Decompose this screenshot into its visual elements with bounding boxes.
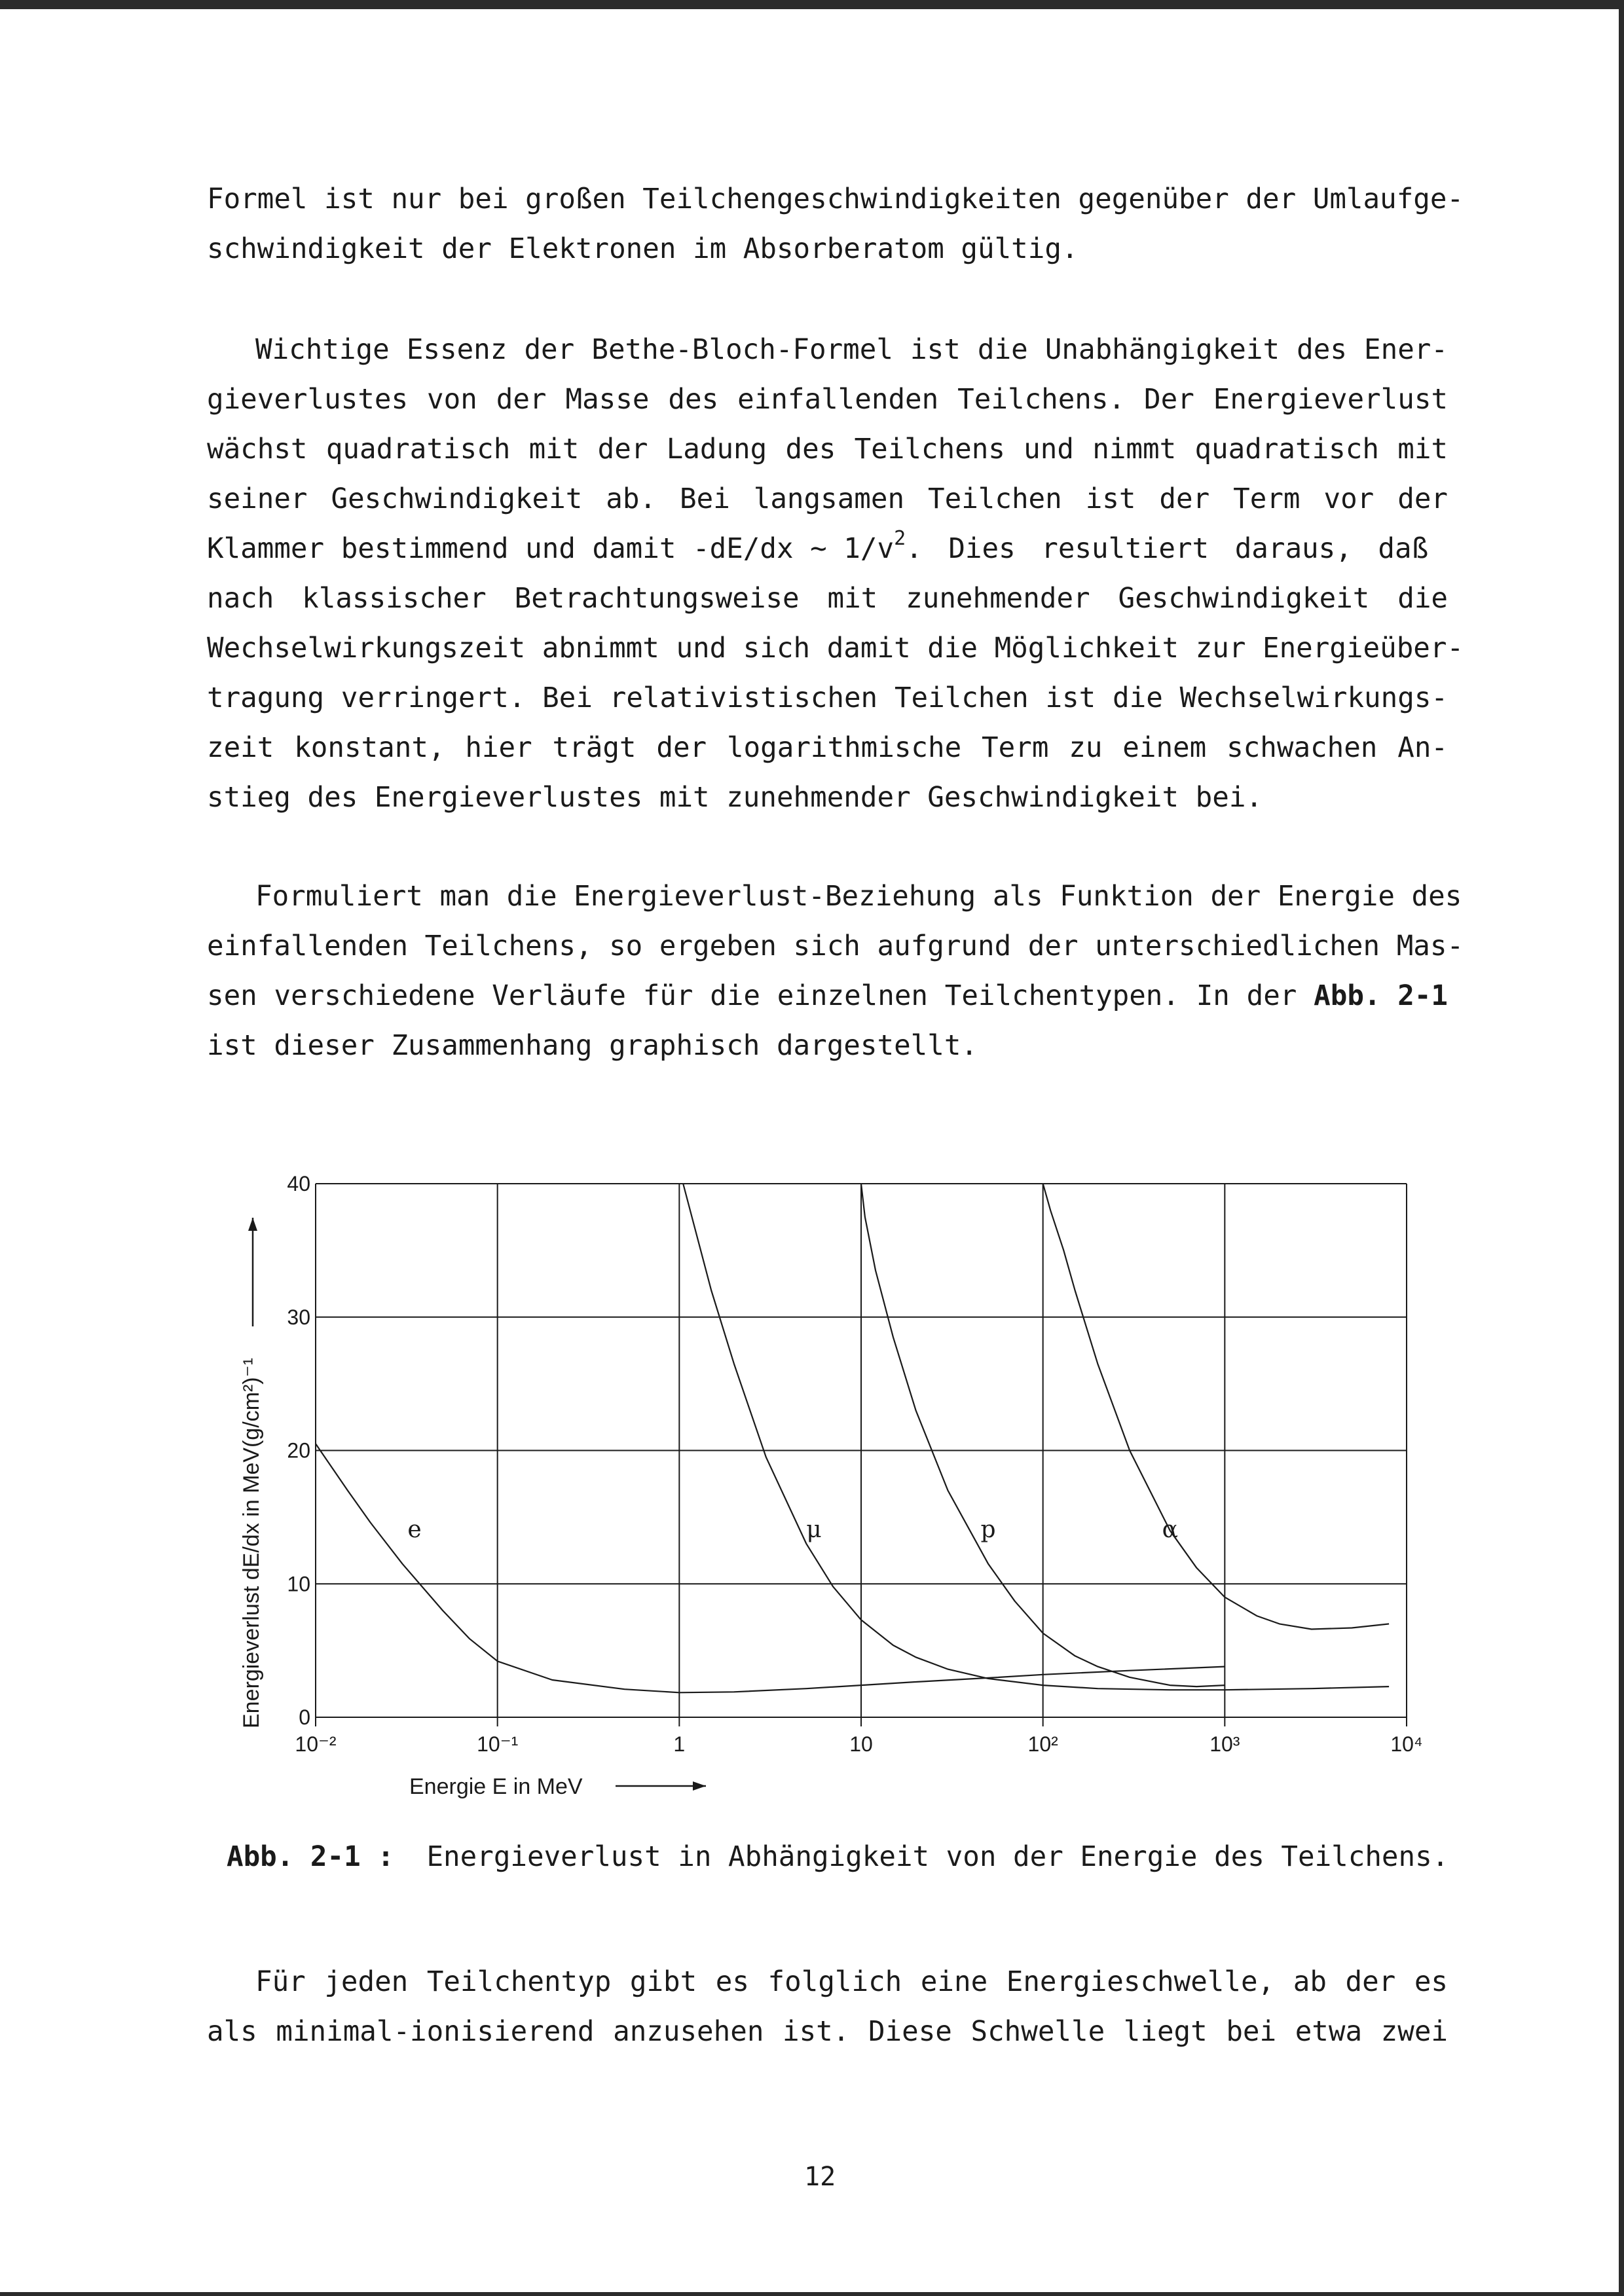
text-line: gieverlustes von der Masse des einfallenden Teilchens. Der Energieverlust [207, 384, 1448, 416]
text-line: Formuliert man die Energieverlust-Beziehung als Funktion der Energie des [255, 881, 1462, 913]
x-tick-label: 1 [673, 1732, 686, 1756]
y-axis-label-text: Energieverlust dE/dx in MeV(g/cm²)⁻¹ [239, 1358, 264, 1728]
scan-border-top [0, 0, 1624, 9]
x-axis-arrowhead [693, 1781, 706, 1791]
y-tick-label: 40 [287, 1172, 310, 1195]
text-line: wächst quadratisch mit der Ladung des Teilchens und nimmt quadratisch mit [207, 433, 1448, 465]
x-tick-label: 10² [1027, 1732, 1058, 1756]
y-tick-label: 20 [287, 1438, 310, 1463]
y-axis-label-group [239, 1358, 264, 1728]
text-line: schwindigkeit der Elektronen im Absorberatom gültig. [207, 233, 1079, 265]
text-line: Für jeden Teilchentyp gibt es folglich eine Energieschwelle, ab der es [255, 1966, 1448, 1998]
x-tick-label: 10 [849, 1732, 873, 1756]
formula-exponent: 2 [894, 527, 906, 550]
x-axis-label-text: Energie E in MeV [409, 1774, 583, 1799]
text-line-start: sen verschiedene Verläufe für die einzelnen Teilchentypen. In der [207, 980, 1314, 1012]
series-line-α [1043, 1184, 1389, 1630]
y-tick-labels [287, 1172, 310, 1729]
scan-border-right [1619, 0, 1624, 2296]
x-tick-label: 10⁻¹ [477, 1732, 519, 1756]
paragraph-1 [207, 175, 1464, 274]
chart-grid [316, 1184, 1407, 1726]
figure-reference: Abb. 2-1 [1314, 980, 1448, 1012]
text-line: zeit konstant, hier trägt der logarithmische Term zu einem schwachen An- [207, 732, 1448, 764]
x-tick-label: 10⁻² [295, 1732, 337, 1756]
paragraph-4 [207, 1958, 1448, 2057]
x-tick-labels [295, 1732, 1422, 1756]
series-line-e [316, 1444, 1225, 1692]
text-line: einfallenden Teilchens, so ergeben sich aufgrund der unterschiedlichen Mas- [207, 930, 1464, 962]
paragraph-3 [207, 872, 1464, 1071]
formula-text: Klammer bestimmend und damit -dE/dx ~ 1/v [207, 533, 895, 565]
figure-caption [227, 1841, 1449, 1873]
y-tick-label: 10 [287, 1572, 310, 1596]
series-line-μ [683, 1184, 1389, 1690]
x-tick-label: 10⁴ [1390, 1732, 1423, 1756]
text-line [207, 972, 1448, 1021]
text-line: ist dieser Zusammenhang graphisch dargestellt. [207, 1030, 978, 1062]
text-line: Formel ist nur bei großen Teilchengeschwindigkeiten gegenüber der Umlaufge- [207, 183, 1464, 215]
text-line: Wechselwirkungszeit abnimmt und sich damit die Möglichkeit zur Energieüber- [207, 632, 1464, 665]
text-line: als minimal-ionisierend anzusehen ist. Diese Schwelle liegt bei etwa zwei [207, 2016, 1448, 2048]
text-line: stieg des Energieverlustes mit zunehmender Geschwindigkeit bei. [207, 782, 1263, 814]
chart-curves [316, 1184, 1389, 1692]
text-line: tragung verringert. Bei relativistischen Teilchen ist die Wechselwirkungs- [207, 682, 1448, 714]
curve-label-α: α [1162, 1516, 1178, 1543]
paragraph-2 [207, 325, 1464, 823]
figure-caption-text: Energieverlust in Abhängigkeit von der Energie des Teilchens. [426, 1841, 1449, 1873]
page-number: 12 [804, 2162, 836, 2192]
x-axis-label [409, 1774, 583, 1799]
text-line: seiner Geschwindigkeit ab. Bei langsamen Teilchen ist der Term vor der [207, 483, 1448, 515]
x-tick-label: 10³ [1209, 1732, 1240, 1756]
y-axis-arrowhead [248, 1218, 257, 1231]
text-line-rest: . Dies resultiert daraus, daß [906, 533, 1429, 565]
text-line [207, 524, 1448, 574]
curve-label-e: e [407, 1516, 422, 1543]
energy-loss-chart [229, 1165, 1447, 1820]
curve-label-μ: μ [806, 1516, 822, 1543]
figure-caption-label: Abb. 2-1 : [227, 1841, 394, 1873]
curve-labels [407, 1516, 1177, 1543]
y-tick-label: 0 [299, 1705, 310, 1729]
scan-border-bottom [0, 2292, 1624, 2296]
text-line: Wichtige Essenz der Bethe-Bloch-Formel ist die Unabhängigkeit des Ener- [255, 334, 1448, 366]
text-line: nach klassischer Betrachtungsweise mit zunehmender Geschwindigkeit die [207, 583, 1448, 615]
curve-label-p: p [980, 1516, 996, 1543]
y-axis-label [239, 1358, 264, 1728]
y-tick-label: 30 [287, 1305, 310, 1329]
